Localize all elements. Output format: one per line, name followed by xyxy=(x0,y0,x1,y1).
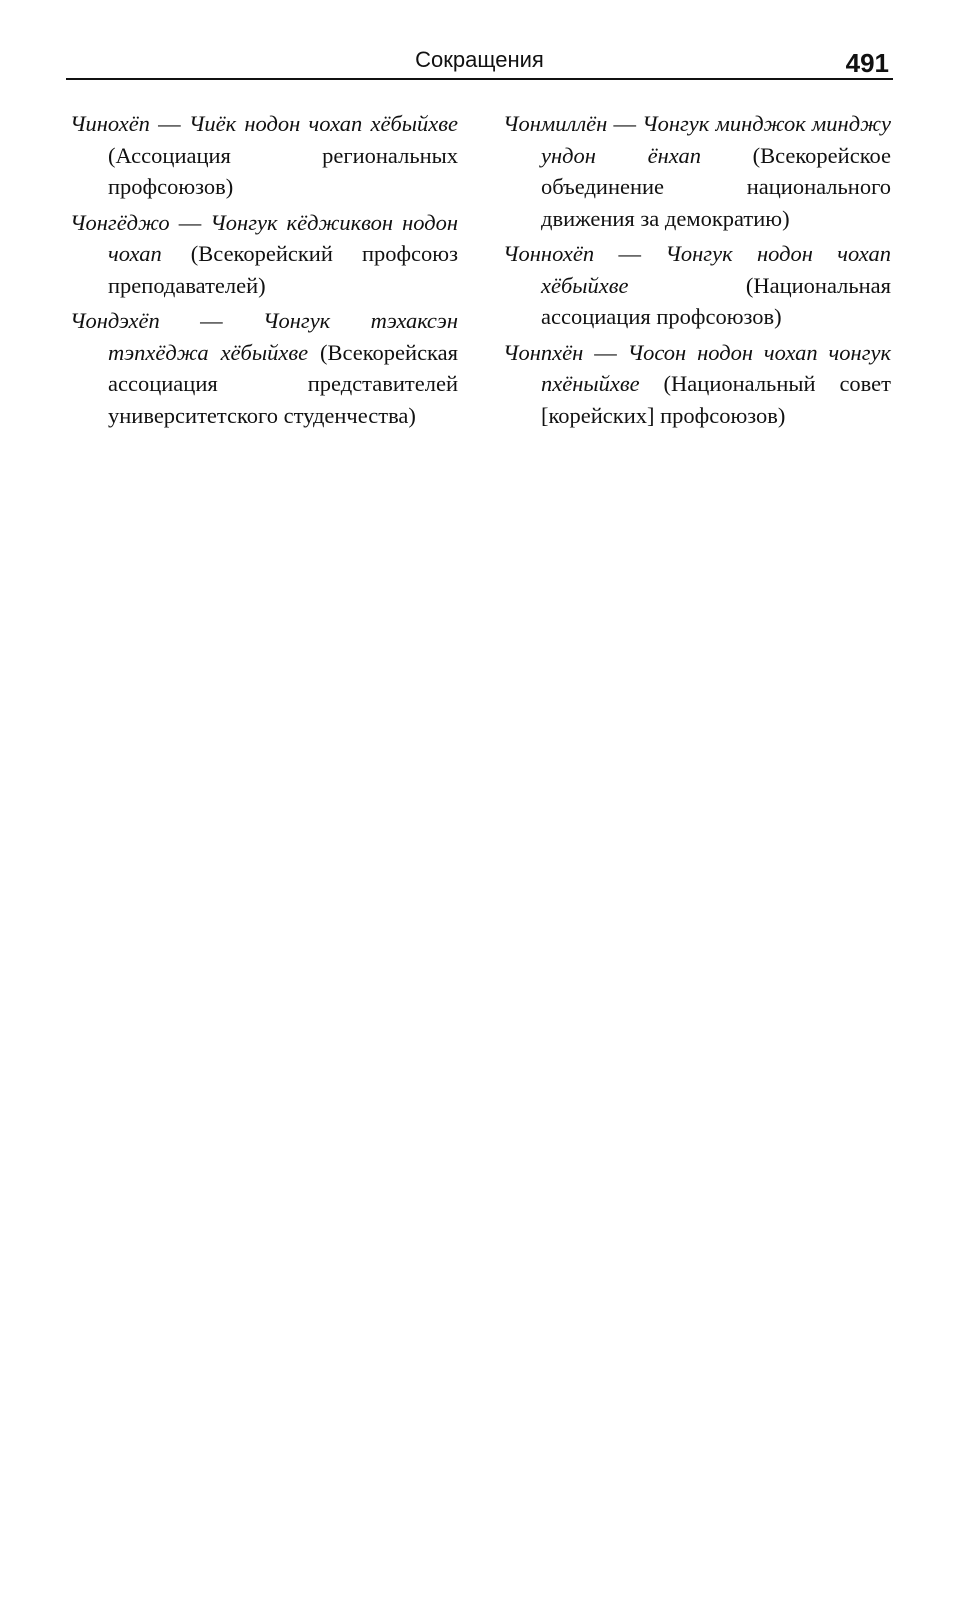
korean-term: Чонгук кёджиквон нодон чохап xyxy=(108,209,458,266)
abbreviation: Чонмиллён xyxy=(503,111,608,136)
dash: — xyxy=(583,339,628,365)
dash: — xyxy=(169,209,211,235)
page-header xyxy=(66,44,893,80)
abbreviation-entry xyxy=(70,305,458,431)
abbreviation-entry xyxy=(503,108,891,234)
translation: (Всекорейское объединение национального движения за демократию) xyxy=(541,142,891,231)
left-column xyxy=(70,108,458,435)
korean-term: Чосон нодон чохап чонгук пхёныйхве xyxy=(541,339,891,396)
translation: (Национальный совет [корейских] профсоюзов) xyxy=(541,371,891,428)
abbreviation: Чондэхёп xyxy=(70,308,160,333)
abbreviation-entry xyxy=(70,108,458,203)
dash: — xyxy=(607,111,643,136)
dash: — xyxy=(149,111,189,136)
abbreviation: Чоннохёп xyxy=(503,241,595,266)
abbreviation-entry xyxy=(503,337,891,432)
abbreviation: Чонпхён xyxy=(503,339,584,365)
abbreviation-entry xyxy=(503,238,891,333)
korean-term: Чонгук тэхаксэн тэпхёджа хёбыйхве xyxy=(108,308,458,365)
running-title: Сокращения xyxy=(415,47,544,72)
page-number: 491 xyxy=(845,48,889,78)
dash: — xyxy=(594,241,666,266)
korean-term: Чонгук минджок минджу ундон ёнхап xyxy=(541,111,891,168)
korean-term: Чиёк нодон чохап хёбыйхве xyxy=(188,111,459,136)
translation: (Всекорейская ассоциация представителей университетского студенчества) xyxy=(108,339,458,428)
dash: — xyxy=(159,308,263,333)
abbreviation-entry xyxy=(70,207,458,302)
translation: (Ассоциация региональных профсоюзов) xyxy=(108,142,458,199)
translation: (Национальная ассоциация профсоюзов) xyxy=(541,272,891,329)
right-column xyxy=(503,108,891,435)
abbreviation: Чонгёджо xyxy=(70,209,170,235)
translation: (Всекорейский профсоюз преподавателей) xyxy=(108,241,458,298)
abbreviation: Чинохёп xyxy=(70,111,150,136)
korean-term: Чонгук нодон чохап хёбыйхве xyxy=(541,241,891,298)
